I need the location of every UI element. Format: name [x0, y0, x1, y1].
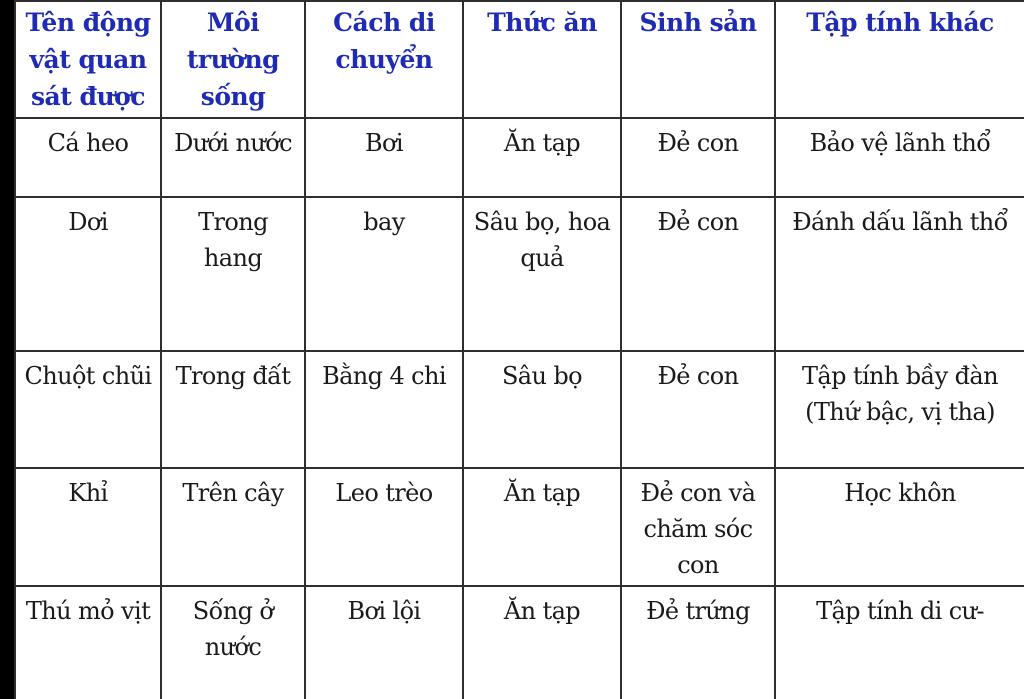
cell-text: Sâu bọ, hoa quả — [473, 208, 611, 272]
header-cell-habitat — [161, 1, 305, 118]
table-cell — [161, 118, 305, 197]
table-cell — [463, 351, 621, 468]
table-cell — [161, 468, 305, 586]
cell-text: Đánh dấu lãnh thổ — [792, 208, 1008, 236]
cell-text: Trên cây — [182, 479, 284, 507]
table-cell — [621, 468, 775, 586]
cell-text: Ăn tạp — [503, 129, 581, 157]
header-cell-other-behavior — [775, 1, 1024, 118]
table-cell — [305, 197, 463, 351]
table-cell — [305, 468, 463, 586]
table-cell — [775, 468, 1024, 586]
cell-text: Chuột chũi — [24, 362, 152, 390]
table-cell — [15, 351, 161, 468]
cell-text: Ăn tạp — [503, 597, 581, 625]
table-cell — [621, 351, 775, 468]
table-row — [15, 351, 1024, 468]
table-row — [15, 468, 1024, 586]
table-row — [15, 197, 1024, 351]
left-border-bar — [0, 0, 14, 699]
table-cell — [15, 197, 161, 351]
cell-text: Dưới nước — [174, 129, 292, 157]
header-cell-food — [463, 1, 621, 118]
cell-text: Dơi — [68, 208, 108, 236]
cell-text: Bơi lội — [347, 597, 421, 625]
cell-text: Sâu bọ — [501, 362, 583, 390]
table-row — [15, 118, 1024, 197]
header-cell-movement — [305, 1, 463, 118]
cell-text: Bảo vệ lãnh thổ — [809, 129, 991, 157]
table-cell — [621, 118, 775, 197]
animal-behavior-table — [14, 0, 1024, 699]
cell-text: Thú mỏ vịt — [25, 597, 151, 625]
table-cell — [305, 586, 463, 699]
cell-text: Leo trèo — [335, 479, 433, 507]
header-label: Tập tính khác — [806, 8, 994, 37]
header-label: Sinh sản — [639, 8, 757, 37]
cell-text: Tập tính bầy đàn (Thứ bậc, vị tha) — [802, 362, 998, 426]
cell-text: Trong đất — [175, 362, 291, 390]
cell-text: Cá heo — [47, 129, 129, 157]
table-cell — [621, 197, 775, 351]
cell-text: Đẻ con — [657, 362, 739, 390]
cell-text: Học khôn — [844, 479, 956, 507]
cell-text: Trong hang — [198, 208, 268, 272]
table-cell — [621, 586, 775, 699]
table-cell — [775, 586, 1024, 699]
table-cell — [775, 118, 1024, 197]
table-cell — [161, 197, 305, 351]
table-cell — [463, 586, 621, 699]
table-cell — [775, 351, 1024, 468]
cell-text: bay — [363, 208, 405, 236]
table-cell — [161, 586, 305, 699]
cell-text: Khỉ — [68, 479, 108, 507]
cell-text: Sống ở nước — [192, 597, 274, 661]
header-cell-reproduction — [621, 1, 775, 118]
table-cell — [463, 468, 621, 586]
cell-text: Bơi — [365, 129, 403, 157]
table-cell — [161, 351, 305, 468]
header-row — [15, 1, 1024, 118]
table-cell — [463, 197, 621, 351]
cell-text: Đẻ con và chăm sóc con — [640, 479, 756, 579]
cell-text: Tập tính di cư- — [816, 597, 984, 625]
table-cell — [15, 118, 161, 197]
table-cell — [463, 118, 621, 197]
cell-text: Đẻ trứng — [646, 597, 750, 625]
table-cell — [775, 197, 1024, 351]
cell-text: Bằng 4 chi — [322, 362, 446, 390]
header-label: Thức ăn — [487, 8, 597, 37]
table-cell — [15, 586, 161, 699]
table-cell — [305, 118, 463, 197]
header-label: Cách di chuyển — [333, 8, 435, 74]
cell-text: Đẻ con — [657, 129, 739, 157]
table-row — [15, 586, 1024, 699]
cell-text: Đẻ con — [657, 208, 739, 236]
table-cell — [15, 468, 161, 586]
header-label: Tên động vật quan sát được — [25, 8, 151, 111]
header-label: Môi trường sống — [186, 8, 280, 111]
table-cell — [305, 351, 463, 468]
cell-text: Ăn tạp — [503, 479, 581, 507]
header-cell-animal-name — [15, 1, 161, 118]
